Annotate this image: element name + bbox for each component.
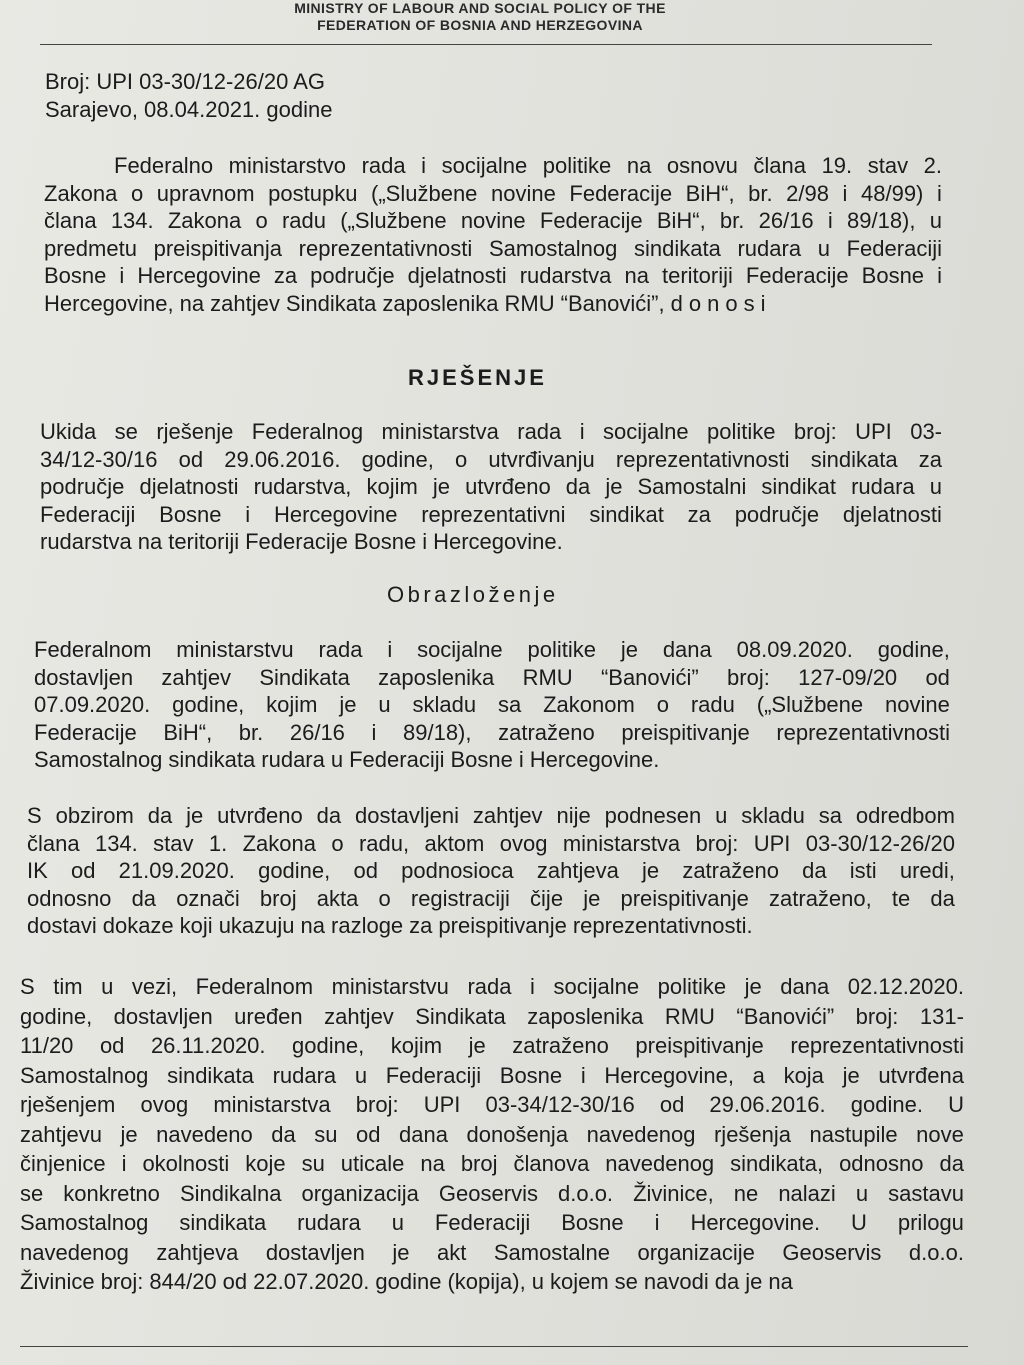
text-line: dostavi dokaze koji ukazuju na razloge za preispitivanje reprezentativnosti. (27, 913, 753, 938)
reference-block (45, 68, 332, 124)
text-line: Hercegovine, na zahtjev Sindikata zaposlenika RMU “Banovići”, d o n o s i (44, 290, 766, 316)
text-line: zahtjevu je navedeno da su od dana donošenja navedenog rješenja nastupile nove (20, 1121, 964, 1147)
text-line: IK od 21.09.2020. godine, od podnosioca zahtjeva je zatraženo da isti uredi, (27, 858, 955, 883)
letterhead (200, 0, 760, 34)
text-line: S obzirom da je utvrđeno da dostavljeni zahtjev nije podnesen u skladu sa odredbom (27, 803, 955, 828)
text-line: odnosno da označi broj akta o registraciji čije je preispitivanje zatraženo, te da (27, 885, 955, 911)
letterhead-line-2: FEDERATION OF BOSNIA AND HERZEGOVINA (317, 17, 643, 33)
text-line: godine, dostavljen uređen zahtjev Sindikata zaposlenika RMU “Banovići” broj: 131- (20, 1003, 964, 1029)
reference-number: Broj: UPI 03-30/12-26/20 AG (45, 69, 326, 94)
text-line: 34/12-30/16 od 29.06.2016. godine, o utvrđivanju reprezentativnosti sindikata za (40, 446, 942, 472)
text-line: rješenjem ovog ministarstva broj: UPI 03-34/12-30/16 od 29.06.2016. godine. U (20, 1092, 964, 1117)
text-line: Samostalnog sindikata rudara u Federaciji Bosne i Hercegovine, a koja je utvrđena (20, 1062, 964, 1088)
text-line: Federacije BiH“, br. 26/16 i 89/18), zatraženo preispitivanje reprezentativnosti (34, 719, 950, 745)
footer-divider (20, 1346, 968, 1347)
text-line: Živinice broj: 844/20 od 22.07.2020. godine (kopija), u kojem se navodi da je na (20, 1269, 793, 1294)
reasoning-paragraph-2 (27, 802, 955, 940)
text-line: se konkretno Sindikalna organizacija Geoservis d.o.o. Živinice, ne nalazi u sastavu (20, 1180, 964, 1206)
text-line: Samostalnog sindikata rudara u Federaciji Bosne i Hercegovine. (34, 747, 660, 772)
place-and-date: Sarajevo, 08.04.2021. godine (45, 97, 333, 122)
intro-paragraph (44, 152, 942, 317)
text-line: Federalno ministarstvo rada i socijalne politike na osnovu člana 19. stav 2. (114, 153, 942, 178)
text-line: činjenice i okolnosti koje su uticale na broj članova navedenog sindikata, odnosno da (20, 1151, 964, 1176)
text-line: člana 134. Zakona o radu („Službene novine Federacije BiH“, br. 26/16 i 89/18), u (44, 208, 942, 233)
text-line: Ukida se rješenje Federalnog ministarstva rada i socijalne politike broj: UPI 03- (40, 419, 942, 444)
text-line: Bosne i Hercegovine za područje djelatnosti rudarstva na teritoriji Federacije Bosne i (44, 263, 942, 288)
text-line: navedenog zahtjeva dostavljen je akt Samostalne organizacije Geoservis d.o.o. (20, 1239, 964, 1265)
text-line: Federaciji Bosne i Hercegovine reprezentativni sindikat za područje djelatnosti (40, 501, 942, 527)
text-line: rudarstva na teritoriji Federacije Bosne i Hercegovine. (40, 529, 563, 554)
text-line: dostavljen zahtjev Sindikata zaposlenika RMU “Banovići” broj: 127-09/20 od (34, 664, 950, 690)
text-line: Samostalnog sindikata rudara u Federaciji Bosne i Hercegovine. U prilogu (20, 1210, 964, 1235)
text-line: Federalnom ministarstvu rada i socijalne politike je dana 08.09.2020. godine, (34, 637, 950, 662)
text-line: S tim u vezi, Federalnom ministarstvu rada i socijalne politike je dana 02.12.2020. (20, 974, 964, 999)
text-line: područje djelatnosti rudarstva, kojim je utvrđeno da je Samostalni sindikat rudara u (40, 474, 942, 499)
text-line: 07.09.2020. godine, kojim je u skladu sa Zakonom o radu („Službene novine (34, 692, 950, 717)
decision-paragraph (40, 418, 942, 556)
reasoning-paragraph-3 (20, 972, 964, 1297)
reasoning-title: Obrazloženje (387, 582, 559, 607)
text-line: člana 134. stav 1. Zakona o radu, aktom ovog ministarstva broj: UPI 03-30/12-26/20 (27, 830, 955, 856)
text-line: Zakona o upravnom postupku („Službene novine Federacije BiH“, br. 2/98 i 48/99) i (44, 180, 942, 206)
text-line: 11/20 od 26.11.2020. godine, kojim je zatraženo preispitivanje reprezentativnosti (20, 1033, 964, 1058)
header-divider (40, 44, 932, 45)
reasoning-paragraph-1 (34, 636, 950, 774)
decision-title: RJEŠENJE (408, 365, 547, 390)
letterhead-line-1: MINISTRY OF LABOUR AND SOCIAL POLICY OF THE (294, 0, 666, 16)
text-line: predmetu preispitivanja reprezentativnosti Samostalnog sindikata rudara u Federaciji (44, 235, 942, 261)
